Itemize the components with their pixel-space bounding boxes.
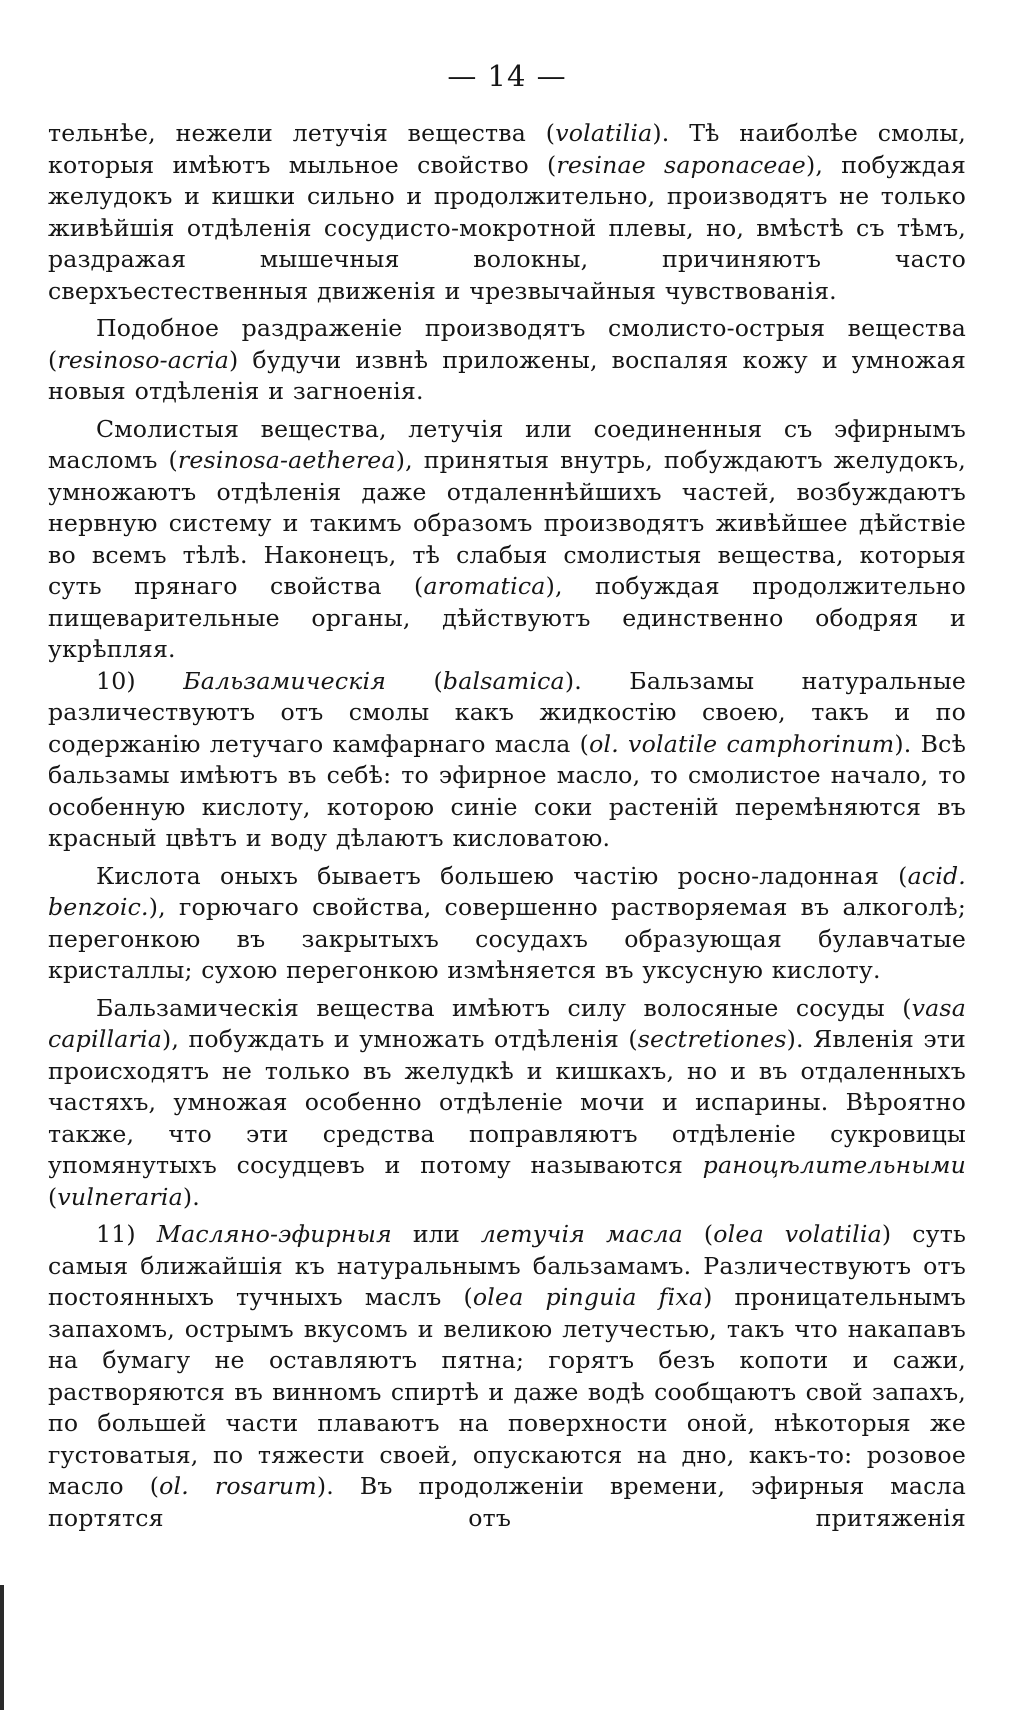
text-run: ( — [682, 1220, 714, 1248]
italic-term: раноцѣлительными — [702, 1151, 966, 1179]
text-run: ). Въ продолженіи времени, эфирныя масла портятся отъ притяженія — [48, 1472, 966, 1532]
italic-term: resinae saponaceae — [556, 150, 806, 179]
italic-term: sectretiones — [637, 1025, 787, 1053]
text-run: ( — [48, 1182, 58, 1211]
text-run: ( — [386, 666, 443, 695]
text-run: Кислота оныхъ бываетъ большею частію росно-ладонная ( — [96, 861, 908, 890]
italic-term: acid. benzoic. — [48, 861, 966, 921]
text-run: ). Тѣ наиболѣе смолы, которыя имѣютъ мыльное свойство ( — [48, 119, 966, 179]
text-run: Смолистыя вещества, летучія или соединенныя съ эфирнымъ масломъ ( — [48, 414, 966, 474]
italic-term: balsamica — [442, 666, 565, 695]
italic-term: volatilia — [555, 119, 653, 147]
text-run: или — [391, 1220, 481, 1248]
paragraph-continuation — [48, 118, 966, 307]
text-run: ). Всѣ бальзамы имѣютъ въ себѣ: то эфирное масло, то смолистое начало, то особенную кислоту, которою синіе соки растеній перемѣняются въ красный цвѣтъ и воду дѣлаютъ кисловатою. — [48, 729, 966, 852]
italic-term: Масляно-эфирныя — [156, 1220, 392, 1248]
italic-term: ol. volatile camphorinum — [589, 729, 895, 758]
text-run: ), горючаго свойства, совершенно растворяемая въ алкоголѣ; перегонкою въ закрытыхъ сосудахъ образующая булавчатые кристаллы; сухою перегонкою измѣняется въ уксусную кислоту. — [48, 893, 966, 984]
page-spine-edge — [0, 1585, 12, 1710]
paragraph-benzoic-acid — [48, 861, 966, 987]
text-run: ), побуждая желудокъ и кишки сильно и продолжительно, производятъ не только живѣйшія отдѣленія сосудисто-мокротной плевы, но, вмѣстѣ съ тѣмъ, раздражая мышечныя волокны, причиняютъ часто сверхъестественныя движенія и чрезвычайныя чувствованія. — [48, 150, 967, 305]
text-run: ) суть самыя ближайшія къ натуральнымъ бальзамамъ. Различествуютъ отъ постоянныхъ тучныхъ маслъ ( — [48, 1220, 967, 1311]
page-number: — 14 — — [447, 59, 567, 93]
paragraph-balsamic-substances — [48, 993, 966, 1214]
text-run: ), принятыя внутрь, побуждаютъ желудокъ, умножаютъ отдѣленія даже отдаленнѣйшихъ частей, возбуждаютъ нервную систему и такимъ образомъ производятъ живѣйшее дѣйствіе во всемъ тѣлѣ. Наконецъ, тѣ слабыя смолистыя вещества, которыя суть прянаго свойства ( — [48, 446, 966, 600]
italic-term: vasa capillaria — [48, 993, 966, 1053]
italic-term: Бальзамическія — [183, 666, 387, 695]
text-run: Бальзамическія вещества имѣютъ силу волосяные сосуды ( — [96, 993, 912, 1022]
paragraph-volatile-oils — [48, 1219, 966, 1534]
text-run: ). — [182, 1182, 200, 1211]
italic-term: olea pinguia fixa — [472, 1283, 704, 1311]
text-run: Подобное раздраженіе производятъ смолисто-острыя вещества ( — [48, 314, 966, 374]
italic-term: resinosa-aetherea — [177, 446, 396, 474]
paragraph-balsamica — [48, 666, 966, 855]
text-run: ). Бальзамы натуральные различествуютъ отъ смолы какъ жидкостію своею, такъ и по содержанію летучаго камфарнаго масла ( — [48, 666, 967, 758]
italic-term: resinoso-acria — [57, 345, 229, 374]
text-run: тельнѣе, нежели летучія вещества ( — [48, 119, 556, 147]
text-run: ) проницательнымъ запахомъ, острымъ вкусомъ и великою летучестью, такъ что накапавъ на бумагу не оставляютъ пятна; горятъ безъ копоти и сажи, растворяются въ винномъ спиртѣ и даже водѣ сообщаютъ свой запахъ, по большей части плаваютъ на поверхности оной, нѣкоторыя же густоватыя, по тяжести своей, опускаются на дно, какъ-то: розовое масло ( — [48, 1283, 966, 1500]
book-page — [48, 56, 966, 1706]
paragraph-resinoso-acria — [48, 313, 966, 408]
italic-term: ol. rosarum — [159, 1472, 317, 1500]
text-run: 10) — [96, 666, 184, 695]
text-run: ), побуждая продолжительно пищеварительные органы, дѣйствуютъ единственно ободряя и укрѣпляя. — [48, 572, 966, 663]
text-run: ) будучи извнѣ приложены, воспаляя кожу и умножая новыя отдѣленія и загноенія. — [48, 345, 966, 405]
text-run: 11) — [96, 1220, 157, 1248]
text-run: ). Явленія эти происходятъ не только въ желудкѣ и кишкахъ, но и въ отдаленныхъ частяхъ, умножая особенно отдѣленіе мочи и испарины. Вѣроятно также, что эти средства поправляютъ отдѣленіе сукровицы упомянутыхъ сосудцевъ и потому называются — [48, 1025, 966, 1179]
italic-term: летучія масла — [480, 1220, 683, 1248]
italic-term: aromatica — [423, 572, 546, 600]
italic-term: vulneraria — [57, 1182, 183, 1211]
text-run: ), побуждать и умножать отдѣленія ( — [161, 1025, 638, 1053]
paragraph-resinosa-aetherea — [48, 414, 966, 666]
italic-term: olea volatilia — [713, 1220, 882, 1248]
